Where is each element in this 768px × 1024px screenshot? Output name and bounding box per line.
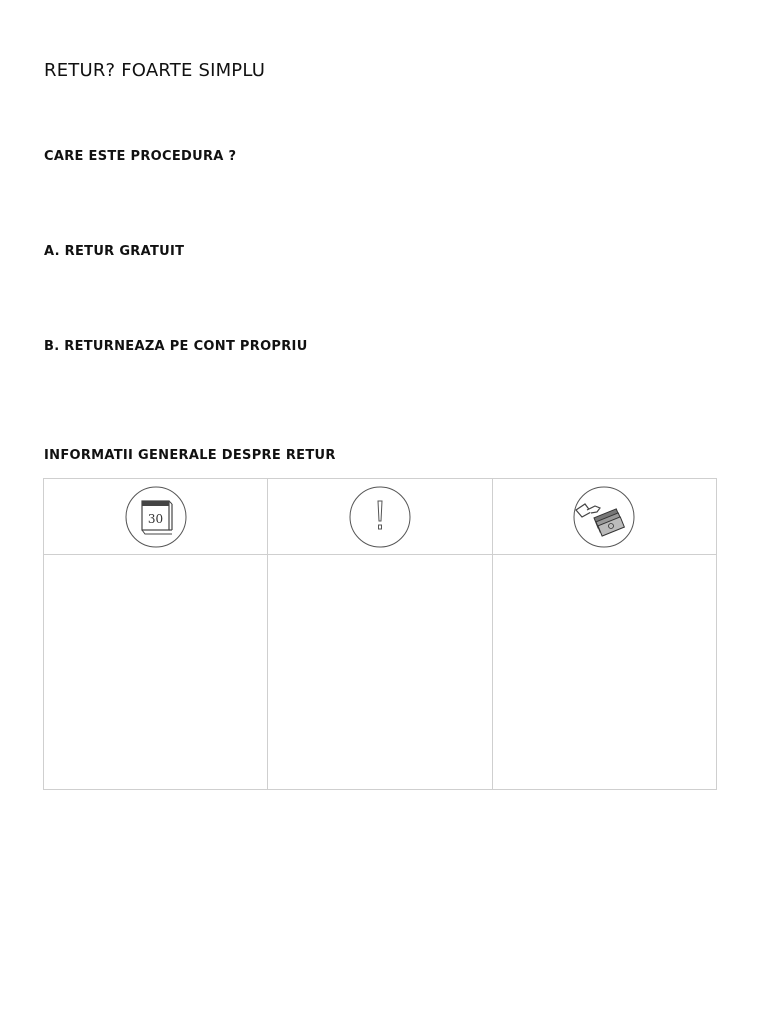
content-cell-warning <box>268 555 492 790</box>
money-handover-icon <box>573 486 635 548</box>
icon-cell-money <box>492 479 716 555</box>
content-row <box>44 555 717 790</box>
content-cell-refund <box>492 555 716 790</box>
icon-cell-warning <box>268 479 492 555</box>
calendar-30-icon <box>125 486 187 548</box>
page-title: RETUR? FOARTE SIMPLU <box>44 60 266 81</box>
icon-row <box>44 479 717 555</box>
exclamation-icon <box>349 486 411 548</box>
content-cell-term <box>44 555 268 790</box>
return-info-table <box>43 478 717 790</box>
calendar-day-label: 30 <box>147 511 163 526</box>
heading-own-return: B. RETURNEAZA PE CONT PROPRIU <box>44 339 308 354</box>
heading-general-info: INFORMATII GENERALE DESPRE RETUR <box>44 448 336 463</box>
heading-procedure: CARE ESTE PROCEDURA ? <box>44 149 237 164</box>
icon-cell-calendar <box>44 479 268 555</box>
heading-free-return: A. RETUR GRATUIT <box>44 244 185 259</box>
